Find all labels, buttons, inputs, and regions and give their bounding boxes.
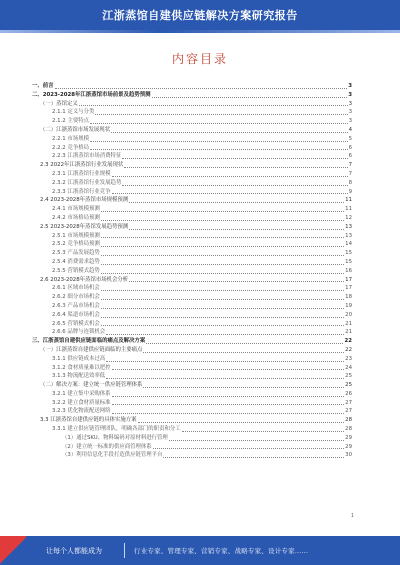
header-stripe	[0, 30, 400, 33]
footer-slogan: 让每个人都能成为	[46, 546, 102, 555]
toc-entry-label: 2.5.2 竞争格局预测	[52, 241, 100, 248]
toc-entry-label: 2.2.2 竞争格局	[52, 144, 89, 151]
toc-entry[interactable]	[32, 152, 352, 161]
toc-entry-label: 2.4 2023-2028年蒸馆市场规模预测	[40, 197, 129, 204]
toc-heading: 内容目录	[171, 52, 228, 66]
toc-entry[interactable]	[32, 188, 352, 197]
toc-leader-dots	[163, 456, 344, 458]
toc-entry[interactable]	[32, 117, 352, 126]
toc-entry-page: 25	[345, 373, 352, 380]
toc-entry-label: 3.1.1 供应链成本过高	[52, 355, 106, 362]
toc-leader-dots	[55, 87, 348, 89]
toc-entry-label: 2.3.1 江浙蒸馆行业规模	[52, 170, 111, 177]
table-of-contents	[32, 82, 352, 460]
toc-leader-dots	[112, 175, 348, 177]
toc-entry[interactable]	[32, 161, 352, 170]
toc-leader-dots	[111, 131, 347, 133]
toc-leader-dots	[101, 307, 344, 309]
page-number: 1	[350, 513, 354, 519]
toc-entry[interactable]	[32, 196, 352, 205]
toc-entry-label: 3.2.2 建立食材质量标准	[52, 399, 111, 406]
toc-entry[interactable]	[32, 258, 352, 267]
toc-entry-page: 18	[345, 294, 352, 301]
toc-entry-label: 2.5 2023-2028年蒸馆发展趋势预测	[40, 223, 129, 230]
toc-entry-page: 7	[348, 162, 352, 169]
toc-leader-dots	[129, 280, 344, 282]
toc-entry-label: 2.3.3 江浙蒸馆行业竞争	[52, 188, 111, 195]
toc-leader-dots	[138, 421, 345, 423]
toc-entry-page: 17	[345, 276, 352, 283]
toc-entry-label: 2.6.1 区域市场机会	[52, 285, 100, 292]
toc-entry[interactable]	[32, 416, 352, 425]
toc-entry-page: 17	[345, 285, 352, 292]
toc-entry-page: 28	[345, 426, 352, 433]
toc-entry-page: 12	[345, 214, 352, 221]
toc-leader-dots	[79, 104, 348, 106]
toc-leader-dots	[112, 412, 345, 414]
toc-entry[interactable]	[32, 205, 352, 214]
toc-leader-dots	[90, 122, 348, 124]
toc-entry-label: 2.6 2023-2028年蒸馆市场机会分析	[40, 276, 129, 283]
toc-entry[interactable]	[32, 451, 352, 460]
toc-entry-page: 11	[345, 197, 352, 204]
toc-entry[interactable]	[32, 443, 352, 452]
toc-entry-label: 一、前言	[32, 83, 54, 89]
toc-entry-label: 三、江浙蒸馆自建供应链面临的痛点及解决方案	[32, 338, 146, 345]
toc-entry-page: 3	[348, 100, 352, 107]
toc-entry[interactable]	[32, 284, 352, 293]
toc-entry-page: 21	[345, 329, 352, 336]
toc-entry-label: 2.1.1 定义与分类	[52, 109, 95, 116]
toc-entry-label: 2.6.6 品牌与连锁机会	[52, 329, 106, 336]
report-footer	[0, 536, 400, 565]
toc-leader-dots	[101, 272, 344, 274]
toc-entry[interactable]	[32, 179, 352, 188]
toc-leader-dots	[129, 201, 344, 203]
toc-entry-page: 16	[345, 267, 352, 274]
toc-entry-page: 14	[345, 241, 352, 248]
toc-leader-dots	[101, 236, 344, 238]
toc-entry-label: 2.1.2 主要特点	[52, 118, 89, 125]
toc-leader-dots	[153, 447, 344, 449]
toc-leader-dots	[112, 395, 345, 397]
toc-leader-dots	[101, 316, 344, 318]
toc-entry[interactable]	[32, 337, 352, 346]
toc-entry[interactable]	[32, 399, 352, 408]
toc-entry[interactable]	[32, 144, 352, 153]
toc-entry-page: 7	[348, 170, 352, 177]
toc-entry-page: 29	[345, 443, 352, 450]
toc-entry-label: 2.6.3 产品市场机会	[52, 302, 100, 309]
toc-entry-label: 2.3.2 江浙蒸馆行业发展趋势	[52, 179, 122, 186]
toc-entry-page: 3	[348, 118, 352, 125]
toc-entry-page: 3	[348, 109, 352, 116]
toc-entry[interactable]	[32, 320, 352, 329]
toc-entry-page: 3	[348, 91, 352, 98]
toc-entry-label: 二、2023-2028年江浙蒸馆市场前景及趋势预测	[32, 91, 151, 98]
toc-entry-page: 4	[348, 126, 352, 133]
toc-entry-label: 2.4.1 市场规模预测	[52, 206, 100, 213]
toc-entry[interactable]	[32, 390, 352, 399]
toc-entry-page: 3	[348, 83, 352, 89]
toc-leader-dots	[182, 430, 345, 432]
toc-leader-dots	[146, 342, 343, 344]
toc-entry-page: 8	[348, 179, 352, 186]
toc-entry-page: 13	[345, 223, 352, 230]
toc-leader-dots	[101, 210, 344, 212]
toc-leader-dots	[101, 245, 344, 247]
toc-entry[interactable]	[32, 276, 352, 285]
toc-entry[interactable]	[32, 425, 352, 434]
toc-leader-dots	[143, 386, 344, 388]
toc-entry-label: 3.3.1 建立供应链管理团队，明确各部门的职责和分工	[52, 426, 181, 433]
toc-leader-dots	[101, 263, 344, 265]
toc-entry-page: 11	[345, 206, 352, 213]
report-title: 江浙蒸馆自建供应链解决方案研究报告	[102, 9, 298, 22]
footer-tagline: 行业专家、管理专家、营销专家、战略专家、设计专家……	[134, 547, 309, 555]
toc-leader-dots	[112, 368, 345, 370]
toc-entry[interactable]	[32, 364, 352, 373]
toc-entry-page: 27	[345, 399, 352, 406]
toc-leader-dots	[124, 166, 347, 168]
toc-entry-page: 15	[345, 258, 352, 265]
toc-entry-label: 2.5.4 消费需求趋势	[52, 258, 100, 265]
footer-divider	[124, 543, 125, 558]
toc-entry-label: 2.2.1 市场规模	[52, 135, 89, 142]
toc-entry-label: （1）通过SKU、物料编码对原材料进行管理	[62, 434, 168, 441]
toc-entry[interactable]	[32, 82, 352, 91]
toc-entry-page: 22	[345, 346, 352, 353]
toc-entry[interactable]	[32, 302, 352, 311]
toc-entry-page: 28	[345, 417, 352, 424]
toc-leader-dots	[90, 148, 348, 150]
toc-entry-page: 23	[345, 355, 352, 362]
toc-entry-label: （2）建立统一标准的供应商管理体系	[62, 443, 152, 450]
toc-leader-dots	[101, 298, 344, 300]
toc-entry-page: 9	[348, 188, 352, 195]
toc-entry[interactable]	[32, 214, 352, 223]
toc-leader-dots	[101, 324, 344, 326]
toc-entry[interactable]	[32, 91, 352, 100]
toc-entry-label: 3.1.3 物流配送效率低	[52, 373, 106, 380]
toc-leader-dots	[95, 113, 347, 115]
toc-entry[interactable]	[32, 328, 352, 337]
toc-entry[interactable]	[32, 346, 352, 355]
toc-entry-label: 2.5.1 市场规模预测	[52, 232, 100, 239]
toc-entry[interactable]	[32, 170, 352, 179]
toc-entry-label: 2.5.3 产品发展趋势	[52, 250, 100, 257]
toc-entry-label: 2.5.5 营销模式趋势	[52, 267, 100, 274]
toc-leader-dots	[101, 254, 344, 256]
toc-entry[interactable]	[32, 434, 352, 443]
toc-entry[interactable]	[32, 249, 352, 258]
toc-entry-page: 13	[345, 232, 352, 239]
toc-entry-page: 6	[348, 153, 352, 160]
toc-entry[interactable]	[32, 355, 352, 364]
toc-entry[interactable]	[32, 311, 352, 320]
toc-entry-label: 3.3 江浙蒸馆自建供应链的具体实施方案	[40, 417, 137, 424]
toc-leader-dots	[112, 403, 345, 405]
toc-leader-dots	[106, 360, 344, 362]
toc-entry-label: 2.6.5 营销模式机会	[52, 320, 100, 327]
toc-entry-label: （3）利用信息化手段打造供应链管理平台	[62, 452, 163, 459]
toc-leader-dots	[129, 228, 344, 230]
toc-entry-page: 6	[348, 144, 352, 151]
toc-entry-label: 2.4.2 市场格局预测	[52, 214, 100, 221]
toc-entry[interactable]	[32, 372, 352, 381]
toc-entry-page: 22	[344, 338, 352, 345]
toc-entry-label: （二）解决方案：建立统一供应链管理体系	[40, 382, 143, 389]
toc-entry-label: 3.1.2 食材质量难以把控	[52, 364, 111, 371]
toc-entry-page: 30	[345, 452, 352, 459]
report-header	[0, 0, 400, 30]
toc-entry-label: （二）江浙蒸馆市场发展现状	[40, 126, 111, 133]
toc-entry-page: 21	[345, 320, 352, 327]
toc-entry-label: 3.2.1 建立集中采购体系	[52, 390, 111, 397]
toc-entry-label: （一）江浙蒸馆自建供应链面临的主要痛点	[40, 346, 143, 353]
toc-leader-dots	[122, 184, 347, 186]
toc-entry[interactable]	[32, 126, 352, 135]
toc-leader-dots	[106, 377, 344, 379]
toc-entry[interactable]	[32, 135, 352, 144]
toc-entry-label: 2.2.3 江浙蒸馆市场消费特征	[52, 153, 122, 160]
toc-entry-page: 27	[345, 408, 352, 415]
toc-entry[interactable]	[32, 108, 352, 117]
toc-entry-label: 2.6.4 渠道市场机会	[52, 311, 100, 318]
toc-entry-label: 2.6.2 细分市场机会	[52, 294, 100, 301]
toc-entry-page: 15	[345, 250, 352, 257]
toc-leader-dots	[143, 351, 344, 353]
toc-entry-page: 24	[345, 364, 352, 371]
toc-entry[interactable]	[32, 381, 352, 390]
toc-entry[interactable]	[32, 407, 352, 416]
toc-leader-dots	[101, 289, 344, 291]
toc-entry[interactable]	[32, 240, 352, 249]
toc-entry[interactable]	[32, 267, 352, 276]
toc-leader-dots	[106, 333, 344, 335]
toc-entry[interactable]	[32, 232, 352, 241]
toc-entry-label: 3.2.3 优化物流配送网络	[52, 408, 111, 415]
toc-entry[interactable]	[32, 223, 352, 232]
footer-accent	[0, 536, 26, 565]
toc-entry-page: 26	[345, 390, 352, 397]
toc-leader-dots	[169, 439, 344, 441]
toc-entry-page: 19	[345, 302, 352, 309]
toc-entry-page: 29	[345, 434, 352, 441]
toc-leader-dots	[122, 157, 347, 159]
toc-entry-label: （一）蒸馆定义	[40, 100, 78, 107]
toc-leader-dots	[101, 219, 344, 221]
toc-entry-page: 20	[345, 311, 352, 318]
toc-leader-dots	[152, 96, 348, 98]
toc-leader-dots	[90, 140, 348, 142]
toc-entry[interactable]	[32, 293, 352, 302]
toc-entry[interactable]	[32, 100, 352, 109]
toc-entry-page: 25	[345, 382, 352, 389]
toc-entry-page: 5	[348, 135, 352, 142]
toc-leader-dots	[112, 192, 348, 194]
toc-entry-label: 2.3 2022年江浙蒸馆行业发展现状	[40, 162, 124, 169]
